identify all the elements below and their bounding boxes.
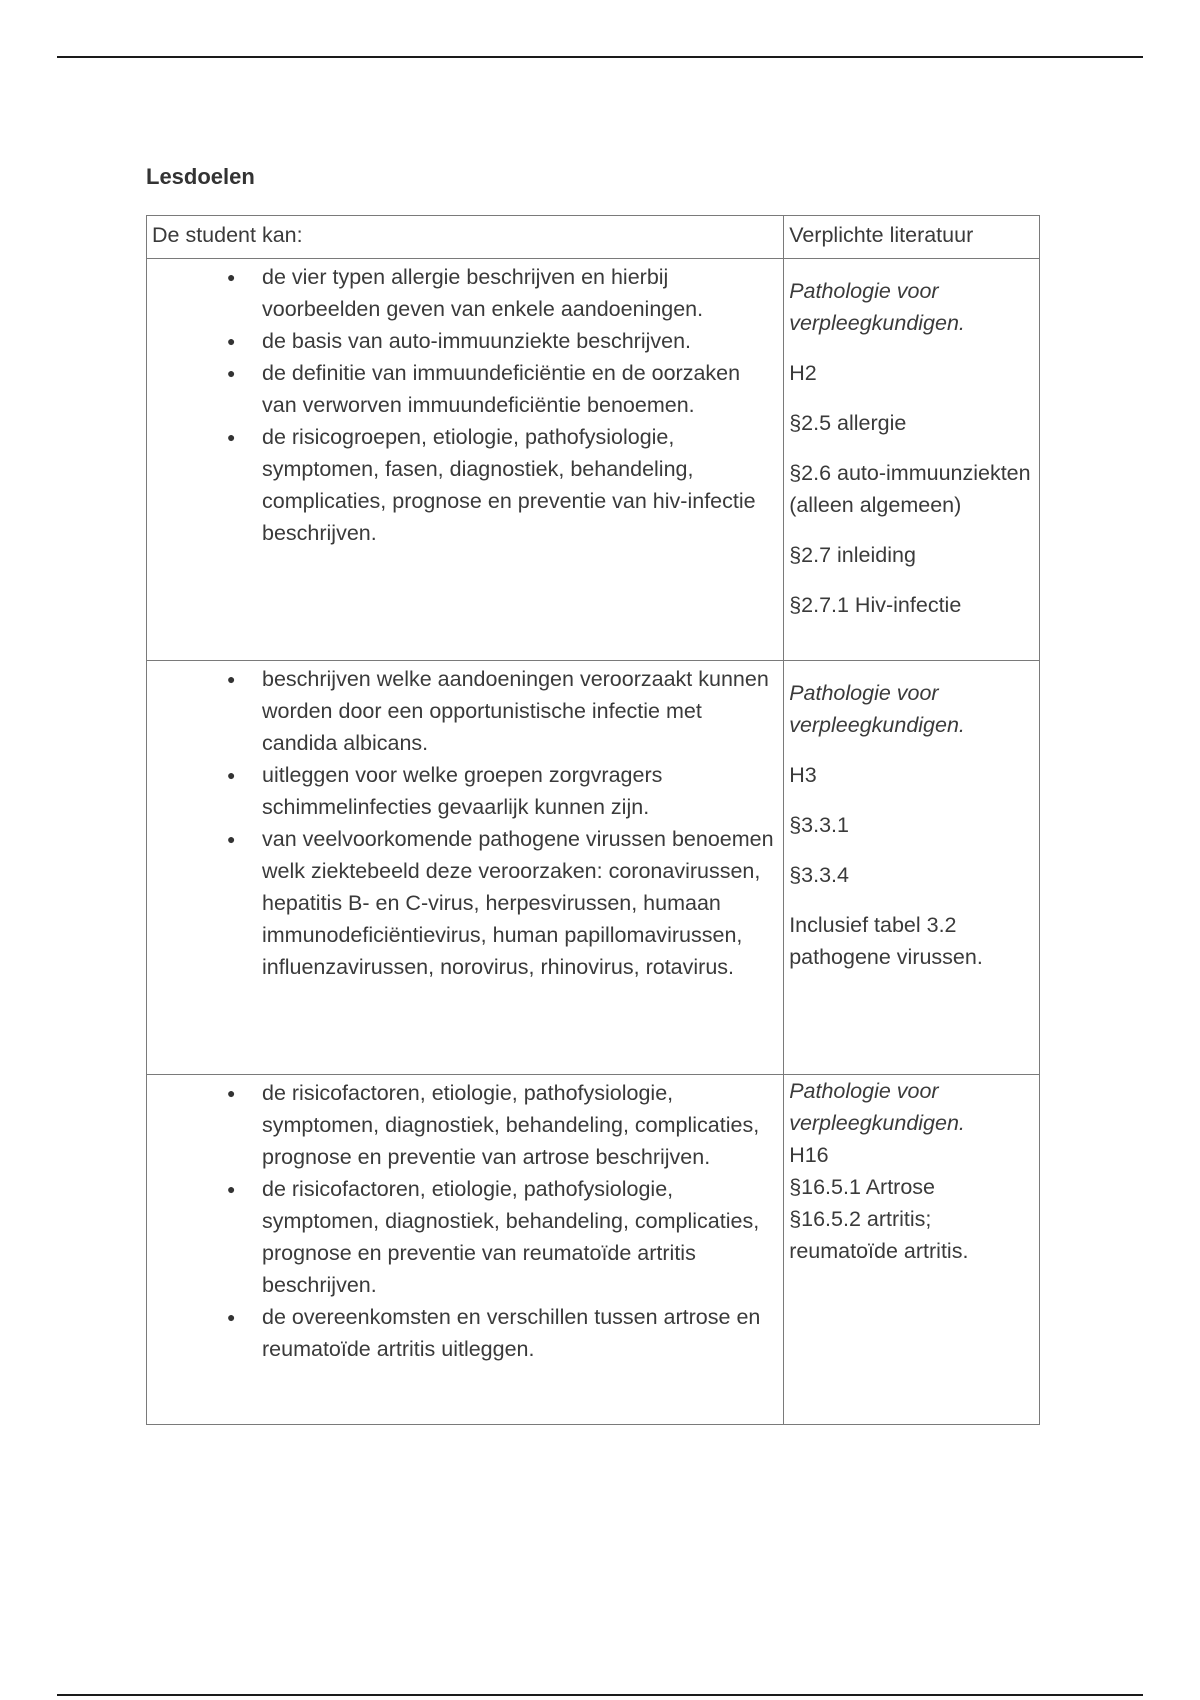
goals-cell <box>147 1075 784 1425</box>
literature-item: §16.5.1 Artrose <box>789 1175 936 1199</box>
header-rule <box>57 56 1143 58</box>
literature-block <box>784 661 1039 983</box>
table-row <box>147 259 1040 661</box>
goals-list <box>147 1075 783 1383</box>
list-item: ● uitleggen voor welke groepen zorgvragers schimmelinfecties gevaarlijk kunnen zijn. <box>262 759 775 823</box>
literature-cell <box>784 661 1040 1075</box>
table-row <box>147 1075 1040 1425</box>
list-item: ● de risicofactoren, etiologie, pathofysiologie, symptomen, diagnostiek, behandeling, complicaties, prognose en preventie van artrose beschrijven. <box>262 1077 775 1173</box>
list-item: ● van veelvoorkomende pathogene virussen benoemen welk ziektebeeld deze veroorzaken: coronavirussen, hepatitis B- en C-virus, herpesvirussen, humaan immunodeficiëntievirus, human papillomavirussen, influenzavirussen, norovirus, rhinovirus, rotavirus. <box>262 823 775 983</box>
literature-item: §16.5.2 artritis; reumatoïde artritis. <box>789 1207 969 1263</box>
table-row <box>147 661 1040 1075</box>
literature-item: §3.3.4 <box>789 863 849 887</box>
literature-cell <box>784 1075 1040 1425</box>
literature-item: §2.7 inleiding <box>789 543 916 567</box>
literature-title: Pathologie voor verpleegkundigen. <box>789 681 965 737</box>
table-header-row <box>147 216 1040 259</box>
list-item: ● de risicofactoren, etiologie, pathofysiologie, symptomen, diagnostiek, behandeling, complicaties, prognose en preventie van reumatoïde artritis beschrijven. <box>262 1173 775 1301</box>
section-heading: Lesdoelen <box>146 164 255 189</box>
literature-title: Pathologie voor verpleegkundigen. <box>789 279 965 335</box>
literature-block <box>784 1075 1039 1277</box>
list-item: ● de overeenkomsten en verschillen tussen artrose en reumatoïde artritis uitleggen. <box>262 1301 775 1365</box>
header-cell-literature <box>784 216 1040 259</box>
literature-title: Pathologie voor verpleegkundigen. <box>789 1079 965 1135</box>
header-literature-label: Verplichte literatuur <box>789 223 974 247</box>
goals-list <box>147 661 783 1001</box>
header-goals-label: De student kan: <box>152 223 303 247</box>
literature-cell <box>784 259 1040 661</box>
goals-cell <box>147 661 784 1075</box>
goals-list <box>147 259 783 567</box>
literature-item: H16 <box>789 1143 829 1167</box>
literature-item: H2 <box>789 361 817 385</box>
literature-item: §2.5 allergie <box>789 411 907 435</box>
literature-item: §3.3.1 <box>789 813 849 837</box>
literature-item: §2.7.1 Hiv-infectie <box>789 593 962 617</box>
list-item: ● de vier typen allergie beschrijven en hierbij voorbeelden geven van enkele aandoeningen. <box>262 261 775 325</box>
literature-item: Inclusief tabel 3.2 pathogene virussen. <box>789 913 983 969</box>
list-item: ● de definitie van immuundeficiëntie en de oorzaken van verworven immuundeficiëntie benoemen. <box>262 357 775 421</box>
goals-cell <box>147 259 784 661</box>
learning-goals-table <box>146 215 1040 1425</box>
literature-item: H3 <box>789 763 817 787</box>
list-item: ● beschrijven welke aandoeningen veroorzaakt kunnen worden door een opportunistische infectie met candida albicans. <box>262 663 775 759</box>
header-cell-goals <box>147 216 784 259</box>
list-item: ● de risicogroepen, etiologie, pathofysiologie, symptomen, fasen, diagnostiek, behandeling, complicaties, prognose en preventie van hiv-infectie beschrijven. <box>262 421 775 549</box>
list-item: ● de basis van auto-immuunziekte beschrijven. <box>262 325 775 357</box>
literature-block <box>784 259 1039 631</box>
literature-item: §2.6 auto-immuunziekten (alleen algemeen) <box>789 461 1031 517</box>
footer-rule <box>57 1694 1143 1696</box>
